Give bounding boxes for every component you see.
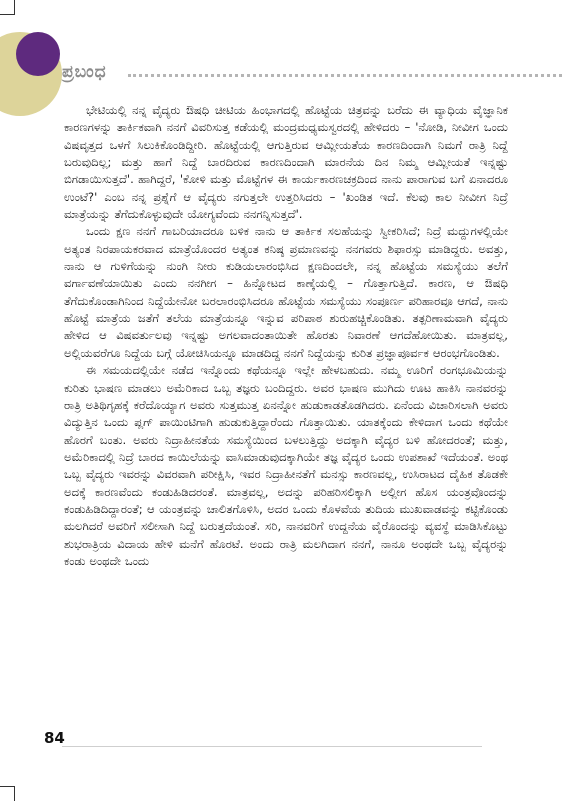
paragraph-3: ಈ ಸಮಯದಲ್ಲಿಯೇ ನಡೆದ ಇನ್ನೊಂದು ಕಥೆಯನ್ನೂ ಇಲ್ಲೇ ಹೇಳಬಹುದು. ನಮ್ಮ ಊರಿಗೆ ರಂಗಭೂಮಿಯನ್ನು ಕುರಿತು ಭಾಷಣ ಮಾಡಲು ಅಮೆರಿಕಾದ ಒಬ್ಬ ತಜ್ಞರು ಬಂದಿದ್ದರು. ಅವರ ಭಾಷಣ ಮುಗಿದು ಊಟ ಹಾಕಿಸಿ ನಾನವರನ್ನು ರಾತ್ರಿ ಅತಿಥಿಗೃಹಕ್ಕೆ ಕರೆದೊಯ್ಯಾಗ ಅವರು ಸುತ್ತಮುತ್ತ ಏನನ್ನೋ ಹುಡುಕಾಡತೊಡಗಿದರು. ಏನೆಂದು ವಿಚಾರಿಸಲಾಗಿ ಅವರು ವಿದ್ಯುತ್ತಿನ ಒಂದು ಪ್ಲಗ್ ಪಾಯಿಂಟಿಗಾಗಿ ಹುಡುಕುತ್ತಿದ್ದಾರೆಂದು ಗೊತ್ತಾಯಿತು. ಯಾತಕ್ಕೆಂದು ಕೇಳಿದಾಗ ಒಂದು ಕಥೆಯೇ ಹೊರಗೆ ಬಂತು. ಅವರು ನಿದ್ರಾಹೀನತೆಯ ಸಮಸ್ಯೆಯಿಂದ ಬಳಲುತ್ತಿದ್ದು ಅದಕ್ಕಾಗಿ ವೈದ್ಯರ ಬಳಿ ಹೋದರಂತೆ; ಮತ್ತು, ಅಮೆರಿಕಾದಲ್ಲಿ ನಿದ್ರೆ ಬಾರದ ಕಾಯಿಲೆಯನ್ನು ವಾಸಿಮಾಡುವುದಕ್ಕಾಗಿಯೇ ತಜ್ಞ ವೈದ್ಯರ ಒಂದು ಉಪಶಾಖೆ ಇದೆಯಂತೆ. ಅಂಥ ಒಬ್ಬ ವೈದ್ಯರು ಇವರನ್ನು ವಿವರವಾಗಿ ಪರೀಕ್ಷಿಸಿ, ಇವರ ನಿದ್ರಾಹೀನತೆಗೆ ಮನಸ್ಸು ಕಾರಣವಲ್ಲ, ಉಸಿರಾಟದ ದೈಹಿಕ ತೊಡಕೇ ಅದಕ್ಕೆ ಕಾರಣವೆಂದು ಕಂಡುಹಿಡಿದರಂತೆ. ಮಾತ್ರವಲ್ಲ, ಅದನ್ನು ಪರಿಹರಿಸಲಿಕ್ಕಾಗಿ ಅಲ್ಲೀಗ ಹೊಸ ಯಂತ್ರವೊಂದನ್ನು ಕಂಡುಹಿಡಿದಿದ್ದಾರಂತೆ; ಆ ಯಂತ್ರವನ್ನು ಚಾಲಿತಗೊಳಿಸಿ, ಅದರ ಒಂದು ಕೊಳವೆಯ ತುದಿಯ ಮುಖವಾಡವನ್ನು ಕಟ್ಟಿಕೊಂಡು ಮಲಗಿದರೆ ಅವರಿಗೆ ಸಲೀಸಾಗಿ ನಿದ್ದೆ ಬರುತ್ತದೆಯಂತೆ. ಸರಿ, ನಾನವರಿಗೆ ಉದ್ದನೆಯ ವೈರೊಂದನ್ನು ವ್ಯವಸ್ಥೆ ಮಾಡಿಸಿಕೊಟ್ಟು ಶುಭರಾತ್ರಿಯ ವಿದಾಯ ಹೇಳಿ ಮನೆಗೆ ಹೊರಟೆ. ಅಂದು ರಾತ್ರಿ ಮಲಗಿದಾಗ ನನಗೆ, ನಾನೂ ಅಂಥದೇ ಒಬ್ಬ ವೈದ್ಯರನ್ನು ಕಂಡು ಅಂಥದೇ ಒಂದು (64, 363, 508, 568)
footer-rule (62, 746, 482, 747)
crop-mark-top-left (0, 0, 15, 15)
header-dotted-rule (128, 74, 562, 77)
decorative-purple-circle (16, 32, 60, 76)
paragraph-2: ಒಂದು ಕ್ಷಣ ನನಗೆ ಗಾಬರಿಯಾದರೂ ಬಳಿಕ ನಾನು ಆ ತಾರ್ಕಿಕ ಸಲಹೆಯನ್ನು ಸ್ವೀಕರಿಸಿದೆ; ನಿದ್ರೆ ಮದ್ದುಗಳಲ್ಲಿಯೇ ಅತ್ಯಂತ ನಿರಪಾಯಕರವಾದ ಮಾತ್ರೆಯೊಂದರ ಅತ್ಯಂತ ಕನಿಷ್ಠ ಪ್ರಮಾಣವನ್ನು ನನಗವರು ಶಿಫಾರಸ್ಸು ಮಾಡಿದ್ದರು. ಅವತ್ತು, ನಾನು ಆ ಗುಳಿಗೆಯನ್ನು ನುಂಗಿ ನೀರು ಕುಡಿಯಲಾರಂಭಿಸಿದ ಕ್ಷಣದಿಂದಲೇ, ನನ್ನ ಹೊಟ್ಟೆಯ ಸಮಸ್ಯೆಯು ತಲೆಗೆ ವರ್ಗಾವಣೆಯಾಯಿತು ಎಂದು ನನಗೀಗ – ಹಿನ್ನೋಟದ ಕಾಣ್ಕೆಯಲ್ಲಿ – ಗೊತ್ತಾಗುತ್ತಿದೆ. ಕಾರಣ, ಆ ಔಷಧಿ ತೆಗೆದುಕೊಂಡಾಗಿನಿಂದ ನಿದ್ದೆಯೇನೋ ಬರಲಾರಂಭಿಸಿದರೂ ಹೊಟ್ಟೆಯ ಸಮಸ್ಯೆಯು ಸಂಪೂರ್ಣ ಪರಿಹಾರವೂ ಆಗದೆ, ನಾನು ಹೊಟ್ಟೆ ಮಾತ್ರೆಯ ಜತೆಗೆ ತಲೆಯ ಮಾತ್ರೆಯನ್ನೂ ಇನ್ನುವ ಪರಿಪಾಠ ಶುರುಹಚ್ಚಿಕೊಂಡಿತು. ತತ್ಪರಿಣಾಮವಾಗಿ ವೈದ್ಯರು ಹೇಳಿದ ಆ ವಿಷವರ್ತುಲವು ಇನ್ನಷ್ಟು ಅಗಲವಾದಂತಾಯಿತೇ ಹೊರತು ನಿವಾರಣೆ ಆಗದೆಹೋಯಿತು. ಮಾತ್ರವಲ್ಲ, ಅಲ್ಲಿಯವರೆಗೂ ನಿದ್ದೆಯ ಬಗ್ಗೆ ಯೋಚಿಸಿಯನ್ನೂ ಮಾಡದಿದ್ದ ನನಗೆ ನಿದ್ದೆಯನ್ನು ಕುರಿತ ಪ್ರಜ್ಞಾಪೂರ್ವಕ ಆರಂಭಗೊಂಡಿತು. (64, 224, 508, 360)
paragraph-1: ಭೇಟಿಯಲ್ಲಿ ನನ್ನ ವೈದ್ಯರು ಔಷಧಿ ಚೀಟಿಯ ಹಿಂಭಾಗದಲ್ಲಿ ಹೊಟ್ಟೆಯ ಚಿತ್ರವನ್ನು ಬರೆದು ಈ ವ್ಯಾಧಿಯ ವೈಜ್ಞಾನಿಕ ಕಾರಣಗಳನ್ನು ತಾರ್ಕಿಕವಾಗಿ ನನಗೆ ವಿವರಿಸುತ್ತ ಕಡೆಯಲ್ಲಿ ಮಂದ್ರಮಧ್ಯಮಸ್ವರದಲ್ಲಿ ಹೇಳಿದರು – 'ನೋಡಿ, ನೀವೀಗ ಒಂದು ವಿಷವೃತ್ತದ ಒಳಗೆ ಸಿಲುಕಿಕೊಂಡಿದ್ದೀರಿ. ಹೊಟ್ಟೆಯಲ್ಲಿ ಆಗುತ್ತಿರುವ ಆಮ್ಲೀಯತೆಯ ಕಾರಣದಿಂದಾಗಿ ನಿಮಗೆ ರಾತ್ರಿ ನಿದ್ದೆ ಬರುವುದಿಲ್ಲ; ಮತ್ತು ಹಾಗೆ ನಿದ್ದೆ ಬಾರದಿರುವ ಕಾರಣದಿಂದಾಗಿ ಮಾರನೆಯ ದಿನ ನಿಮ್ಮ ಆಮ್ಲೀಯತೆ ಇನ್ನಷ್ಟು ಬಿಗಡಾಯಿಸುತ್ತದೆ'. ಹಾಗಿದ್ದರೆ, 'ಕೋಳಿ ಮತ್ತು ಮೊಟ್ಟೆಗಳ ಈ ಕಾರ್ಯಕಾರಣಚಕ್ರದಿಂದ ನಾನು ಪಾರಾಗುವ ಬಗೆ ಏನಾದರೂ ಉಂಟೆ?' ಎಂಬ ನನ್ನ ಪ್ರಶ್ನೆಗೆ ಆ ವೈದ್ಯರು ನಗುತ್ತಲೇ ಉತ್ತರಿಸಿದರು – 'ಖಂಡಿತ ಇದೆ. ಕೆಲವು ಕಾಲ ನೀವೀಗ ನಿದ್ರೆ ಮಾತ್ರೆಯನ್ನು ತೆಗೆದುಕೊಳ್ಳುವುದೇ ಯೋಗ್ಯವೆಂದು ನನಗನ್ನಿಸುತ್ತದೆ'. (64, 103, 508, 222)
page-number: 84 (44, 729, 65, 747)
crop-mark-bottom-left (0, 786, 15, 801)
article-body (64, 102, 508, 570)
section-title: ಪ್ರಬಂಧ (62, 62, 107, 82)
